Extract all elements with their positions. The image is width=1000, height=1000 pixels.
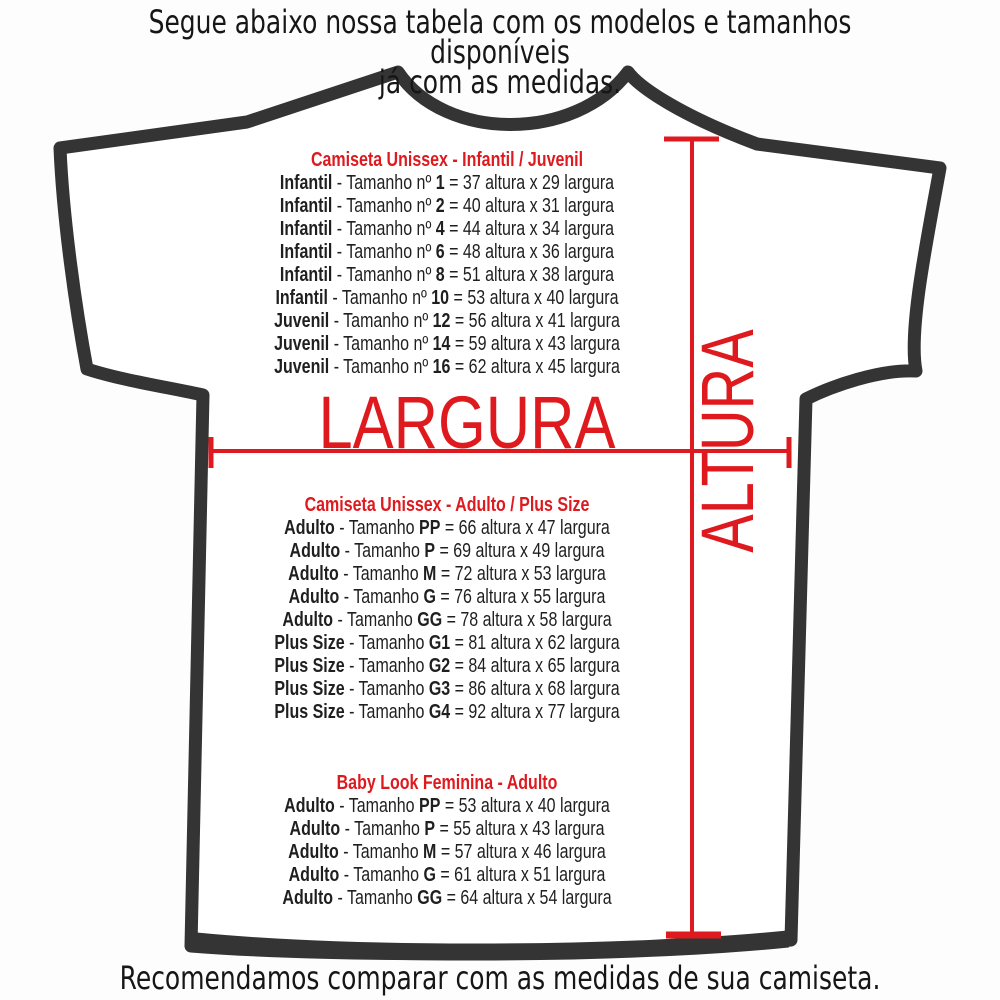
size-code: 6	[435, 241, 445, 263]
size-sep: - Tamanho	[338, 841, 424, 863]
size-row	[249, 218, 644, 241]
size-sep: - Tamanho nº	[332, 218, 436, 240]
intro-note-line1: Segue abaixo nossa tabela com os modelos e tamanhos disponíveis	[148, 3, 852, 71]
size-row	[249, 287, 644, 310]
size-category: Plus Size	[274, 678, 345, 700]
height-measure-label: ALTURA	[686, 329, 769, 553]
size-code: P	[424, 818, 436, 840]
size-dims: = 61 altura x 51 largura	[435, 864, 606, 886]
size-row	[249, 864, 644, 887]
size-sep: - Tamanho	[344, 655, 429, 677]
size-code: 2	[435, 195, 445, 217]
size-row	[249, 563, 644, 586]
size-code: G2	[428, 655, 451, 677]
size-category: Adulto	[288, 563, 339, 585]
size-dims: = 84 altura x 65 largura	[450, 655, 620, 677]
size-sep: - Tamanho	[333, 609, 418, 631]
size-category: Adulto	[284, 517, 335, 539]
size-category: Adulto	[284, 795, 335, 817]
size-category: Juvenil	[274, 333, 330, 355]
size-category: Infantil	[279, 241, 333, 263]
size-sep: - Tamanho	[334, 795, 420, 817]
size-code: 8	[435, 264, 445, 286]
size-row	[249, 655, 644, 678]
size-code: M	[423, 563, 437, 585]
size-code: G	[423, 864, 436, 886]
size-category: Plus Size	[274, 632, 345, 654]
size-category: Adulto	[288, 841, 339, 863]
size-dims: = 64 altura x 54 largura	[442, 887, 612, 909]
size-dims: = 78 altura x 58 largura	[442, 609, 612, 631]
section-title: Camiseta Unissex - Infantil / Juvenil	[310, 149, 584, 171]
size-row	[249, 795, 644, 818]
size-category: Infantil	[279, 264, 333, 286]
size-category: Infantil	[279, 195, 333, 217]
size-category: Plus Size	[274, 701, 345, 723]
size-category: Infantil	[279, 218, 333, 240]
size-code: 4	[435, 218, 445, 240]
section-title: Camiseta Unissex - Adulto / Plus Size	[304, 494, 590, 516]
size-dims: = 57 altura x 46 largura	[436, 841, 606, 863]
size-dims: = 72 altura x 53 largura	[436, 563, 606, 585]
size-sep: - Tamanho nº	[332, 264, 436, 286]
size-dims: = 51 altura x 38 largura	[444, 264, 615, 286]
size-sep: - Tamanho	[340, 540, 425, 562]
size-dims: = 37 altura x 29 largura	[444, 172, 615, 194]
size-code: 14	[432, 333, 451, 355]
size-row	[249, 678, 644, 701]
size-category: Adulto	[288, 864, 340, 886]
size-row	[249, 841, 644, 864]
size-row	[249, 632, 644, 655]
footer-note: Recomendamos comparar com as medidas de sua camiseta.	[119, 959, 881, 997]
width-measure-label: LARGURA	[318, 381, 616, 464]
size-sep: - Tamanho nº	[332, 172, 436, 194]
size-dims: = 66 altura x 47 largura	[440, 517, 610, 539]
size-code: G	[423, 586, 436, 608]
size-dims: = 56 altura x 41 largura	[450, 310, 620, 332]
size-row	[249, 540, 644, 563]
size-row	[249, 701, 644, 724]
size-row	[249, 172, 644, 195]
size-category: Infantil	[275, 287, 328, 309]
size-sep: - Tamanho nº	[327, 287, 432, 309]
size-dims: = 40 altura x 31 largura	[444, 195, 615, 217]
size-code: G1	[428, 632, 451, 654]
size-code: G3	[428, 678, 451, 700]
size-row	[249, 195, 644, 218]
size-sep: - Tamanho nº	[332, 241, 436, 263]
size-dims: = 48 altura x 36 largura	[444, 241, 615, 263]
size-dims: = 55 altura x 43 largura	[435, 818, 605, 840]
size-sep: - Tamanho	[344, 678, 429, 700]
size-category: Infantil	[279, 172, 333, 194]
size-sep: - Tamanho	[334, 517, 420, 539]
size-category: Plus Size	[274, 655, 345, 677]
size-row	[249, 264, 644, 287]
size-dims: = 59 altura x 43 largura	[450, 333, 620, 355]
size-category: Adulto	[282, 887, 334, 909]
size-code: P	[424, 540, 436, 562]
size-row	[249, 356, 644, 379]
size-sep: - Tamanho nº	[332, 195, 436, 217]
size-sep: - Tamanho	[344, 701, 429, 723]
size-code: 10	[431, 287, 450, 309]
size-dims: = 44 altura x 34 largura	[444, 218, 615, 240]
size-code: G4	[428, 701, 451, 723]
intro-note	[110, 3, 890, 101]
size-code: PP	[419, 517, 441, 539]
size-category: Adulto	[288, 586, 340, 608]
size-sep: - Tamanho	[344, 632, 429, 654]
size-sep: - Tamanho	[339, 864, 424, 886]
size-category: Adulto	[289, 818, 341, 840]
size-category: Juvenil	[274, 356, 330, 378]
size-row	[249, 241, 644, 264]
size-code: M	[423, 841, 437, 863]
size-code: 12	[432, 310, 451, 332]
size-dims: = 53 altura x 40 largura	[440, 795, 610, 817]
size-row	[249, 333, 644, 356]
size-row	[249, 609, 644, 632]
size-dims: = 53 altura x 40 largura	[449, 287, 619, 309]
size-dims: = 86 altura x 68 largura	[450, 678, 620, 700]
size-row	[249, 586, 644, 609]
size-row	[249, 310, 644, 333]
size-sep: - Tamanho nº	[329, 310, 433, 332]
size-sep: - Tamanho nº	[329, 333, 433, 355]
size-sep: - Tamanho	[339, 586, 424, 608]
size-category: Juvenil	[274, 310, 330, 332]
size-row	[249, 887, 644, 910]
size-row	[249, 818, 644, 841]
size-code: PP	[419, 795, 441, 817]
size-code: 16	[432, 356, 451, 378]
section-baby-look	[249, 771, 644, 910]
size-code: GG	[417, 887, 443, 909]
size-dims: = 81 altura x 62 largura	[450, 632, 620, 654]
size-dims: = 69 altura x 49 largura	[435, 540, 605, 562]
section-infantil-juvenil	[249, 148, 644, 379]
section-adulto-plus-size	[249, 493, 644, 724]
size-dims: = 62 altura x 45 largura	[450, 356, 620, 378]
section-title: Baby Look Feminina - Adulto	[336, 772, 558, 794]
size-code: GG	[417, 609, 443, 631]
size-category: Adulto	[282, 609, 334, 631]
size-row	[249, 517, 644, 540]
size-category: Adulto	[289, 540, 341, 562]
size-sep: - Tamanho	[338, 563, 424, 585]
size-sep: - Tamanho nº	[329, 356, 433, 378]
size-dims: = 76 altura x 55 largura	[435, 586, 606, 608]
intro-note-line2: já com as medidas.	[378, 63, 622, 101]
size-sep: - Tamanho	[340, 818, 425, 840]
size-dims: = 92 altura x 77 largura	[450, 701, 620, 723]
size-code: 1	[435, 172, 445, 194]
size-sep: - Tamanho	[333, 887, 418, 909]
